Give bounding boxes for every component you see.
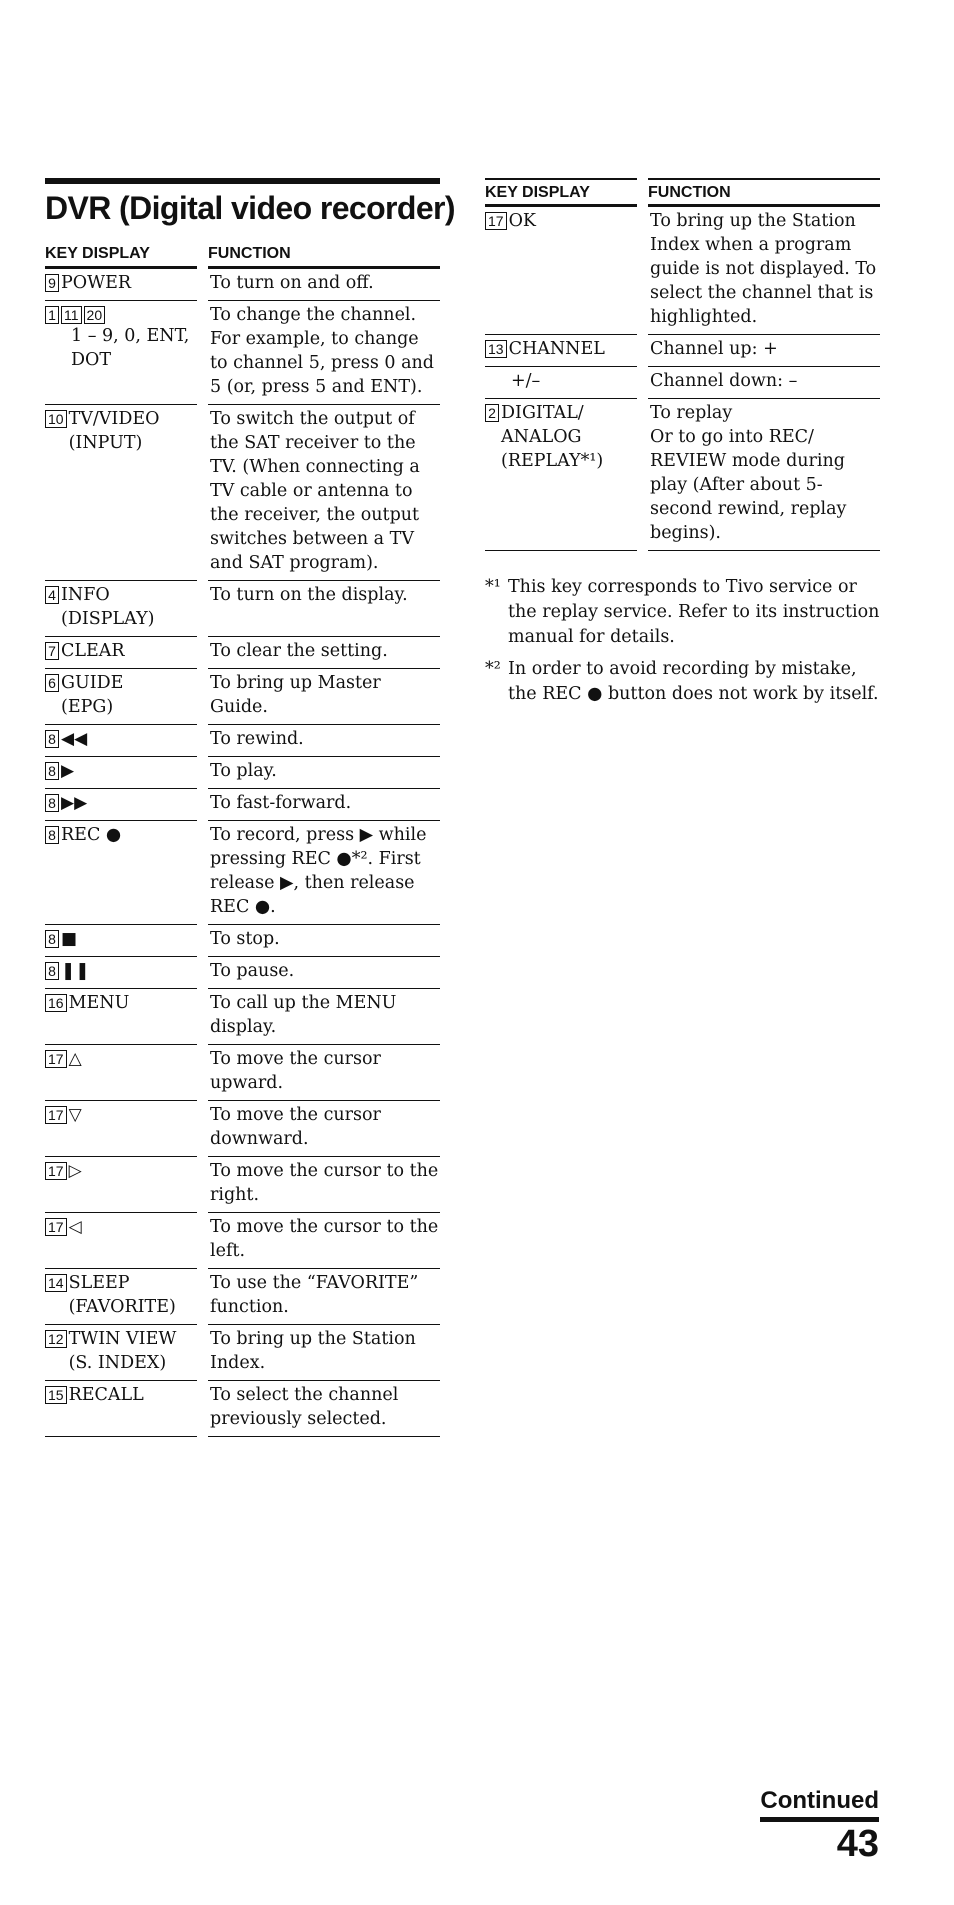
key-line bbox=[45, 991, 197, 1015]
function-cell: Channel up: + bbox=[648, 335, 880, 367]
table-header bbox=[485, 178, 880, 207]
key-display-cell bbox=[45, 1213, 197, 1269]
key-line bbox=[45, 271, 197, 295]
table-row bbox=[45, 957, 440, 989]
function-cell: To record, press ▶ while pressing REC ●*². First release ▶, then release REC ●. bbox=[208, 821, 440, 925]
key-line bbox=[485, 401, 637, 473]
key-label: POWER bbox=[61, 273, 132, 293]
key-label: RECALL bbox=[68, 1385, 144, 1405]
table-row bbox=[45, 1213, 440, 1269]
key-display-cell bbox=[45, 269, 197, 301]
key-label: INFO (DISPLAY) bbox=[61, 585, 155, 629]
key-display-cell bbox=[45, 637, 197, 669]
key-number-box: 15 bbox=[45, 1386, 67, 1404]
function-cell: To bring up the Station Index. bbox=[208, 1325, 440, 1381]
key-display-cell bbox=[45, 821, 197, 925]
key-display-cell bbox=[45, 789, 197, 821]
key-number-box: 17 bbox=[45, 1162, 67, 1180]
footnote-text: In order to avoid recording by mistake, the REC ● button does not work by itself. bbox=[508, 659, 879, 704]
header-key-display: KEY DISPLAY bbox=[485, 178, 637, 207]
table-header bbox=[45, 240, 440, 269]
key-display-cell bbox=[45, 1045, 197, 1101]
table-row bbox=[45, 725, 440, 757]
key-function-table-right bbox=[485, 178, 880, 551]
continued-label: Continued bbox=[760, 1789, 879, 1822]
function-cell: To turn on the display. bbox=[208, 581, 440, 637]
function-cell: To bring up the Station Index when a program guide is not displayed. To select the channel that is highlighted. bbox=[648, 207, 880, 335]
footnote-2 bbox=[485, 657, 885, 707]
key-number-box: 12 bbox=[45, 1330, 67, 1348]
key-label: ▶▶ bbox=[61, 793, 88, 813]
table-row bbox=[45, 1101, 440, 1157]
key-label: GUIDE (EPG) bbox=[61, 673, 124, 717]
table-row bbox=[45, 821, 440, 925]
key-number-box: 17 bbox=[45, 1106, 67, 1124]
function-cell: To turn on and off. bbox=[208, 269, 440, 301]
key-line bbox=[45, 959, 197, 983]
key-display-cell bbox=[45, 1325, 197, 1381]
key-number-box: 16 bbox=[45, 994, 67, 1012]
function-cell: To fast-forward. bbox=[208, 789, 440, 821]
key-display-cell bbox=[45, 989, 197, 1045]
key-label: ◁ bbox=[68, 1217, 82, 1237]
table-body bbox=[45, 269, 440, 1437]
key-line bbox=[45, 1327, 197, 1375]
key-line bbox=[485, 337, 637, 361]
function-cell: To rewind. bbox=[208, 725, 440, 757]
table-row bbox=[45, 1269, 440, 1325]
key-number-box: 8 bbox=[45, 730, 59, 748]
function-cell: To bring up Master Guide. bbox=[208, 669, 440, 725]
key-label: ▽ bbox=[68, 1105, 82, 1125]
key-number-box: 20 bbox=[84, 306, 106, 324]
key-number-box: 8 bbox=[45, 962, 59, 980]
table-row bbox=[485, 335, 880, 367]
key-display-cell bbox=[485, 399, 637, 551]
key-display-cell bbox=[45, 1157, 197, 1213]
key-line bbox=[45, 639, 197, 663]
key-display-cell bbox=[485, 207, 637, 335]
table-row bbox=[45, 669, 440, 725]
key-line bbox=[45, 671, 197, 719]
key-number-box: 11 bbox=[61, 306, 82, 324]
table-row bbox=[45, 925, 440, 957]
key-line bbox=[45, 1103, 197, 1127]
function-cell: To replay Or to go into REC/ REVIEW mode during play (After about 5-second rewind, replay begins). bbox=[648, 399, 880, 551]
key-line bbox=[45, 727, 197, 751]
table-row bbox=[45, 757, 440, 789]
key-label: ❚❚ bbox=[61, 961, 90, 981]
table-row bbox=[45, 269, 440, 301]
key-label: △ bbox=[68, 1049, 82, 1069]
key-label: ▷ bbox=[68, 1161, 82, 1181]
table-row bbox=[45, 637, 440, 669]
table-row bbox=[45, 1157, 440, 1213]
key-display-cell bbox=[45, 957, 197, 989]
footnote-mark: *¹ bbox=[485, 577, 501, 597]
key-line bbox=[45, 791, 197, 815]
table-row bbox=[45, 989, 440, 1045]
table-row bbox=[45, 1045, 440, 1101]
key-display-cell bbox=[45, 405, 197, 581]
table-row bbox=[45, 301, 440, 405]
key-display-cell bbox=[45, 1269, 197, 1325]
key-label-extra: +/– bbox=[511, 371, 541, 391]
key-line bbox=[45, 583, 197, 631]
function-cell: To pause. bbox=[208, 957, 440, 989]
key-line bbox=[45, 1383, 197, 1407]
table-row bbox=[45, 1325, 440, 1381]
key-line bbox=[45, 1047, 197, 1071]
key-display-cell bbox=[45, 925, 197, 957]
page-title: DVR (Digital video recorder) bbox=[45, 178, 440, 227]
key-label-extra: 1 – 9, 0, ENT, DOT bbox=[71, 326, 190, 370]
key-display-cell bbox=[45, 669, 197, 725]
key-label: MENU bbox=[68, 993, 130, 1013]
key-line bbox=[45, 823, 197, 847]
key-line bbox=[45, 303, 197, 324]
key-display-cell bbox=[45, 757, 197, 789]
footnote-text: This key corresponds to Tivo service or the replay service. Refer to its instruction manual for details. bbox=[508, 577, 880, 647]
key-number-box: 8 bbox=[45, 826, 59, 844]
header-key-display: KEY DISPLAY bbox=[45, 240, 197, 269]
table-row bbox=[45, 581, 440, 637]
key-line bbox=[45, 1215, 197, 1239]
key-number-box: 10 bbox=[45, 410, 67, 428]
key-label: DIGITAL/ ANALOG (REPLAY*¹) bbox=[501, 403, 604, 471]
key-display-cell bbox=[45, 1381, 197, 1437]
key-line bbox=[45, 1271, 197, 1319]
key-label: CHANNEL bbox=[508, 339, 605, 359]
key-display-cell bbox=[45, 725, 197, 757]
function-cell: To change the channel. For example, to change to channel 5, press 0 and 5 (or, press 5 and ENT). bbox=[208, 301, 440, 405]
function-cell: To move the cursor to the left. bbox=[208, 1213, 440, 1269]
function-cell: To move the cursor downward. bbox=[208, 1101, 440, 1157]
key-label: TV/VIDEO (INPUT) bbox=[68, 409, 160, 453]
key-number-box: 6 bbox=[45, 674, 59, 692]
table-row bbox=[485, 399, 880, 551]
key-number-box: 17 bbox=[45, 1218, 67, 1236]
header-function: FUNCTION bbox=[208, 240, 440, 269]
function-cell: To move the cursor to the right. bbox=[208, 1157, 440, 1213]
key-display-cell bbox=[45, 581, 197, 637]
key-label: TWIN VIEW (S. INDEX) bbox=[68, 1329, 177, 1373]
key-label: ◀◀ bbox=[61, 729, 88, 749]
function-cell: To play. bbox=[208, 757, 440, 789]
key-line bbox=[45, 407, 197, 455]
key-function-table-left bbox=[45, 240, 440, 1437]
function-cell: To call up the MENU display. bbox=[208, 989, 440, 1045]
key-line bbox=[45, 927, 197, 951]
key-display-cell bbox=[485, 367, 637, 399]
key-number-box: 17 bbox=[485, 212, 507, 230]
header-function: FUNCTION bbox=[648, 178, 880, 207]
key-number-box: 8 bbox=[45, 930, 59, 948]
key-number-box: 8 bbox=[45, 762, 59, 780]
key-label: REC ● bbox=[61, 825, 122, 845]
key-line bbox=[485, 209, 637, 233]
function-cell: To clear the setting. bbox=[208, 637, 440, 669]
footnote-mark: *² bbox=[485, 659, 501, 679]
key-line bbox=[45, 759, 197, 783]
key-display-cell bbox=[45, 301, 197, 405]
key-number-box: 14 bbox=[45, 1274, 67, 1292]
page-number: 43 bbox=[836, 1823, 879, 1865]
table-row bbox=[45, 1381, 440, 1437]
key-number-box: 2 bbox=[485, 404, 499, 422]
function-cell: To stop. bbox=[208, 925, 440, 957]
key-label: OK bbox=[508, 211, 536, 231]
key-display-cell bbox=[45, 1101, 197, 1157]
table-row bbox=[45, 405, 440, 581]
key-number-box: 9 bbox=[45, 274, 59, 292]
key-line bbox=[45, 1159, 197, 1183]
table-row bbox=[485, 367, 880, 399]
key-number-box: 17 bbox=[45, 1050, 67, 1068]
key-number-box: 8 bbox=[45, 794, 59, 812]
key-label: ▶ bbox=[61, 761, 75, 781]
key-number-box: 4 bbox=[45, 586, 59, 604]
table-row bbox=[45, 789, 440, 821]
key-label: ■ bbox=[61, 929, 78, 949]
table-row bbox=[485, 207, 880, 335]
function-cell: To move the cursor upward. bbox=[208, 1045, 440, 1101]
table-body bbox=[485, 207, 880, 551]
key-label: CLEAR bbox=[61, 641, 125, 661]
function-cell: To select the channel previously selected. bbox=[208, 1381, 440, 1437]
footnote-1 bbox=[485, 575, 885, 650]
key-label: SLEEP (FAVORITE) bbox=[68, 1273, 176, 1317]
function-cell: To use the “FAVORITE” function. bbox=[208, 1269, 440, 1325]
key-number-box: 1 bbox=[45, 306, 59, 324]
key-display-cell bbox=[485, 335, 637, 367]
key-number-box: 13 bbox=[485, 340, 507, 358]
key-number-box: 7 bbox=[45, 642, 59, 660]
function-cell: Channel down: – bbox=[648, 367, 880, 399]
function-cell: To switch the output of the SAT receiver to the TV. (When connecting a TV cable or antenna to the receiver, the output switches between a TV and SAT program). bbox=[208, 405, 440, 581]
